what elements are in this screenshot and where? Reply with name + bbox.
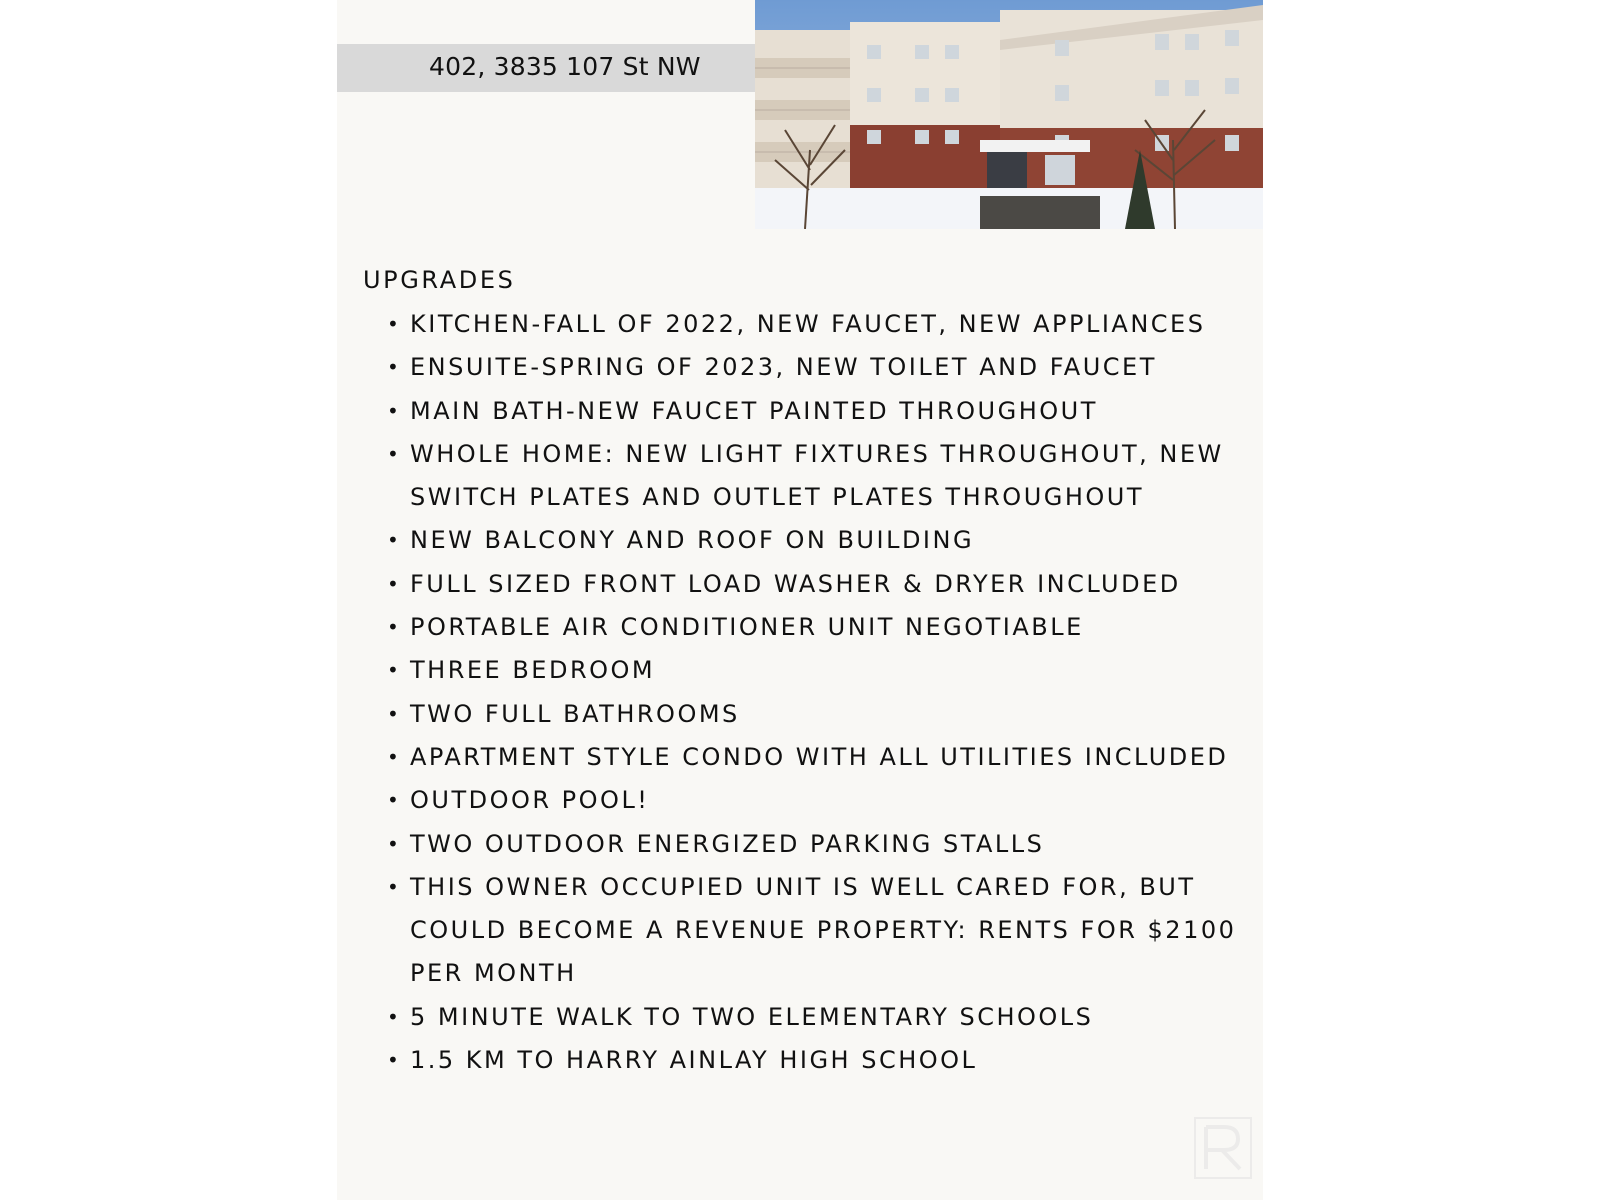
- bullet-icon: •: [387, 831, 402, 856]
- feature-item: [385, 606, 1245, 649]
- bullet-icon: •: [387, 441, 402, 466]
- feature-text: THREE BEDROOM: [410, 656, 656, 685]
- feature-text: OUTDOOR POOL!: [410, 786, 650, 815]
- bullet-icon: •: [387, 571, 402, 596]
- feature-text: PORTABLE AIR CONDITIONER UNIT NEGOTIABLE: [410, 613, 1084, 642]
- feature-item: [385, 736, 1245, 779]
- listing-sheet: [337, 0, 1263, 1200]
- feature-item: [385, 563, 1245, 606]
- upgrades-heading: UPGRADES: [363, 266, 516, 294]
- feature-item: [385, 649, 1245, 692]
- feature-text: NEW BALCONY AND ROOF ON BUILDING: [410, 526, 975, 555]
- features-list: [385, 303, 1245, 1082]
- address-bar: [337, 44, 755, 92]
- feature-item: [385, 996, 1245, 1039]
- bullet-icon: •: [387, 615, 402, 640]
- feature-item: [385, 303, 1245, 346]
- feature-item: [385, 346, 1245, 389]
- feature-item: [385, 433, 1245, 520]
- bullet-icon: •: [387, 744, 402, 769]
- feature-item: [385, 779, 1245, 822]
- feature-text: 1.5 KM TO HARRY AINLAY HIGH SCHOOL: [410, 1046, 978, 1075]
- bullet-icon: •: [387, 355, 402, 380]
- bullet-icon: •: [387, 1048, 402, 1073]
- realtor-logo-icon: [1194, 1117, 1252, 1179]
- feature-text: KITCHEN-FALL OF 2022, NEW FAUCET, NEW APPLIANCES: [410, 310, 1206, 338]
- building-photo-illustration: [755, 0, 1263, 229]
- feature-text: THIS OWNER OCCUPIED UNIT IS WELL CARED FOR, BUT COULD BECOME A REVENUE PROPERTY: RENTS FOR $2100 PER MONTH: [410, 872, 1237, 988]
- bullet-icon: •: [387, 1004, 402, 1029]
- feature-text: ENSUITE-SPRING OF 2023, NEW TOILET AND FAUCET: [410, 353, 1157, 382]
- bullet-icon: •: [387, 312, 402, 336]
- bullet-icon: •: [387, 788, 402, 813]
- feature-text: WHOLE HOME: NEW LIGHT FIXTURES THROUGHOUT, NEW SWITCH PLATES AND OUTLET PLATES THROUGHOUT: [410, 439, 1224, 512]
- bullet-icon: •: [387, 658, 402, 683]
- feature-text: FULL SIZED FRONT LOAD WASHER & DRYER INCLUDED: [410, 569, 1181, 598]
- feature-item: [385, 519, 1245, 562]
- bullet-icon: •: [387, 528, 402, 553]
- bullet-icon: •: [387, 874, 402, 899]
- building-photo: [755, 0, 1263, 229]
- feature-text: APARTMENT STYLE CONDO WITH ALL UTILITIES INCLUDED: [410, 742, 1229, 771]
- feature-item: [385, 823, 1245, 866]
- feature-item: [385, 693, 1245, 736]
- bullet-icon: •: [387, 701, 402, 726]
- feature-text: TWO OUTDOOR ENERGIZED PARKING STALLS: [410, 829, 1045, 858]
- bullet-icon: •: [387, 398, 402, 423]
- feature-item: [385, 1039, 1245, 1082]
- listing-address: 402, 3835 107 St NW: [429, 52, 701, 81]
- feature-text: TWO FULL BATHROOMS: [410, 699, 740, 728]
- feature-text: 5 MINUTE WALK TO TWO ELEMENTARY SCHOOLS: [410, 1002, 1094, 1031]
- feature-item: [385, 866, 1245, 996]
- feature-text: MAIN BATH-NEW FAUCET PAINTED THROUGHOUT: [410, 396, 1098, 425]
- feature-item: [385, 390, 1245, 433]
